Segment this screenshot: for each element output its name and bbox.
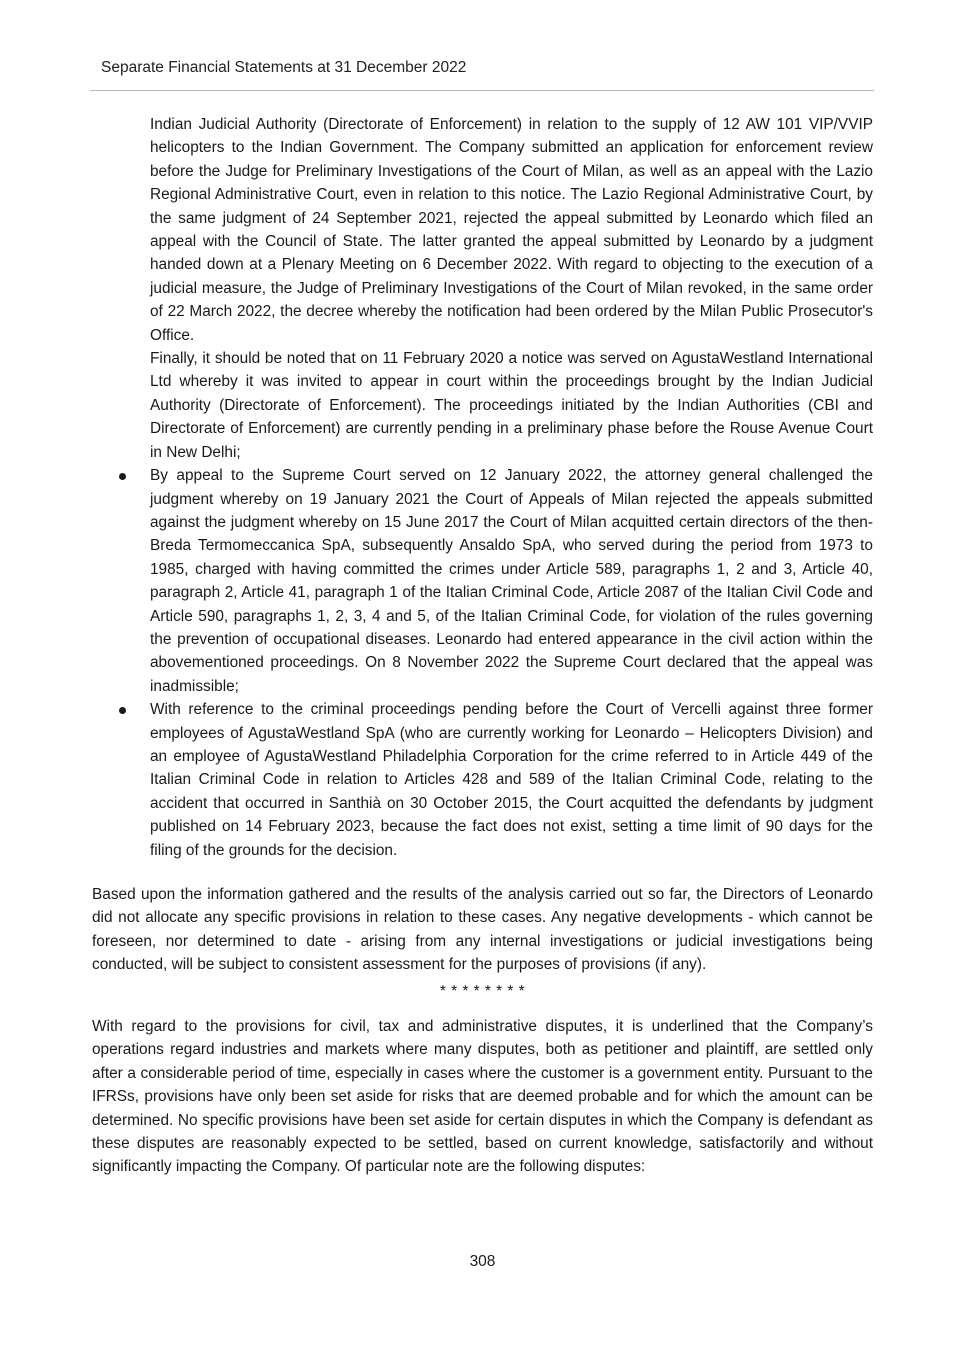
- list-item-text: By appeal to the Supreme Court served on 12 January 2022, the attorney general challenged the judgment whereby on 19 January 2021 the Court of Appeals of Milan rejected the appeals submitted against the judgment whereby on 15 June 2017 the Court of Milan acquitted certain directors of the then-Breda Termomeccanica SpA, subsequently Ansaldo SpA, who served during the period from 1973 to 1985, charged with having committed the crimes under Article 589, paragraphs 1, 2 and 3, Article 40, paragraph 2, Article 41, paragraph 1 of the Italian Criminal Code, Article 2087 of the Italian Civil Code and Article 590, paragraphs 1, 2, 3, 4 and 5, of the Italian Criminal Code, for violation of the rules governing the prevention of occupational diseases. Leonardo had entered appearance in the civil action within the abovementioned proceedings. On 8 November 2022 the Supreme Court declared that the appeal was inadmissible;: [150, 467, 873, 695]
- disputes-paragraph: With regard to the provisions for civil, tax and administrative disputes, it is underlined that the Company’s operations regard industries and markets where many disputes, both as petitioner and plaintiff, are settled only after a considerable period of time, especially in cases where the customer is a government entity. Pursuant to the IFRSs, provisions have only been set aside for risks that are deemed probable and for which the amount can be determined. No specific provisions have been set aside for certain disputes in which the Company is defendant as these disputes are reasonably expected to be settled, based on current knowledge, satisfactorily and without significantly impacting the Company. Of particular note are the following disputes:: [92, 1018, 873, 1176]
- page-header-title: Separate Financial Statements at 31 December 2022: [101, 59, 467, 76]
- list-item-text: With reference to the criminal proceedings pending before the Court of Vercelli against three former employees of AgustaWestland SpA (who are currently working for Leonardo – Helicopters Division) and an employee of AgustaWestland Philadelphia Corporation for the crime referred to in Article 449 of the Italian Criminal Code in relation to Articles 428 and 589 of the Italian Criminal Code, relating to the accident that occurred in Santhià on 30 October 2015, the Court acquitted the defendants by judgment published on 14 February 2023, because the fact does not exist, setting a time limit of 90 days for the filing of the grounds for the decision.: [150, 701, 873, 859]
- header-divider: [90, 90, 874, 91]
- list-item: [92, 464, 873, 698]
- continuation-paragraph: Finally, it should be noted that on 11 February 2020 a notice was served on AgustaWestland International Ltd whereby it was invited to appear in court within the proceedings brought by the Indian Judicial Authority (Directorate of Enforcement). The proceedings initiated by the Indian Authorities (CBI and Directorate of Enforcement) are currently pending in a preliminary phase before the Rouse Avenue Court in New Delhi;: [150, 350, 873, 461]
- section-separator: * * * * * * * *: [439, 982, 526, 1000]
- page-number: 308: [469, 1253, 496, 1270]
- continuation-paragraph: Indian Judicial Authority (Directorate of Enforcement) in relation to the supply of 12 AW 101 VIP/VVIP helicopters to the Indian Government. The Company submitted an application for enforcement review before the Judge for Preliminary Investigations of the Court of Milan, as well as an appeal with the Lazio Regional Administrative Court, even in relation to this notice. The Lazio Regional Administrative Court, by the same judgment of 24 September 2021, rejected the appeal submitted by Leonardo which filed an appeal with the Council of State. The latter granted the appeal submitted by Leonardo by a judgment handed down at a Plenary Meeting on 6 December 2022. With regard to objecting to the execution of a judicial measure, the Judge of Preliminary Investigations of the Court of Milan revoked, in the same order of 22 March 2022, the decree whereby the notification had been ordered by the Milan Public Prosecutor's Office.: [150, 116, 873, 344]
- list-item: [92, 698, 873, 862]
- document-body: [92, 113, 873, 1179]
- bullet-icon: [119, 473, 126, 480]
- bullet-icon: [119, 707, 126, 714]
- directors-paragraph: Based upon the information gathered and the results of the analysis carried out so far, the Directors of Leonardo did not allocate any specific provisions in relation to these cases. Any negative developments - which cannot be foreseen, nor determined to date - arising from any internal investigations or judicial investigations being conducted, will be subject to consistent assessment for the purposes of provisions (if any).: [92, 886, 873, 974]
- bullet-list: [92, 464, 873, 862]
